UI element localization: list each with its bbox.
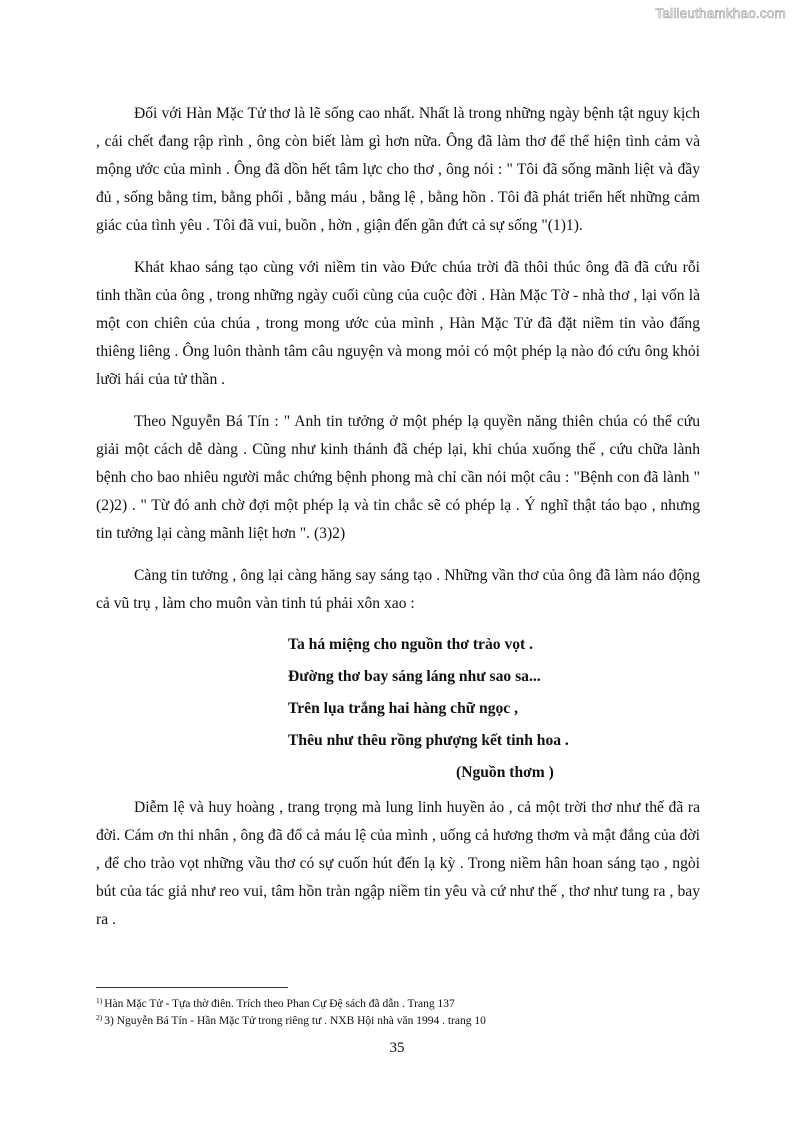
footnote-2 (96, 1011, 716, 1028)
page-number: 35 (389, 1040, 405, 1056)
paragraph-3: Theo Nguyễn Bá Tín : " Anh tin tưởng ở một phép lạ quyền năng thiên chúa có thể cứu giải một cách dễ dàng . Cũng như kinh thánh đã chép lại, khi chúa xuống thế , cứu chữa lành bệnh cho bao nhiêu người mắc chứng bệnh phong mà chỉ cần nói một câu : "Bệnh con đã lành " (2)2) . " Từ đó anh chờ đợi một phép lạ và tin chắc sẽ có phép lạ . Ý nghĩ thật táo bạo , nhưng tin tưởng lại càng mãnh liệt hơn ". (3)2) (96, 413, 700, 542)
poem-block (96, 632, 700, 794)
footnote-text: 3) Nguyễn Bá Tín - Hần Mặc Tử trong riêng tư . NXB Hội nhà văn 1994 . trang 10 (104, 1015, 486, 1027)
paragraph-1: Đối với Hàn Mặc Tử thơ là lẽ sống cao nhất. Nhất là trong những ngày bệnh tật nguy kịch , cái chết đang rập rình , ông còn biết làm gì hơn nữa. Ông đã làm thơ để thể hiện tình cảm và mộng ước của mình . Ông đã dồn hết tâm lực cho thơ , ông nói : " Tôi đã sống mãnh liệt và đầy đủ , sống bằng tim, bằng phổi , bằng máu , bằng lệ , bằng hồn . Tôi đã phát triển hết những cảm giác của tình yêu . Tôi đã vui, buồn , hờn , giận đến gần đứt cả sự sống "(1)1). (96, 105, 700, 234)
footnote-1 (96, 994, 716, 1011)
paragraph-2: Khát khao sáng tạo cùng với niềm tin vào Đức chúa trời đã thôi thúc ông đã đã cứu rỗi tinh thần của ông , trong những ngày cuối cùng của cuộc đời . Hàn Mặc Tờ - nhà thơ , lại vốn là một con chiên của chúa , trong mong ước của mình , Hàn Mặc Tử đã đặt niềm tin vào đấng thiêng liêng . Ông luôn thành tâm câu nguyện và mong mỏi có một phép lạ nào đó cứu ông khỏi lưỡi hái của tử thần . (96, 259, 700, 388)
footnote-marker: 1) (96, 996, 103, 1005)
footnote-divider (96, 987, 288, 988)
footnote-marker: 2) (96, 1013, 103, 1022)
poem-line-4: Thêu như thêu rồng phượng kết tinh hoa . (288, 732, 569, 749)
footnote-text: Hàn Mặc Tử - Tựa thờ điên. Trích theo Phan Cự Đệ sách đã dẫn . Trang 137 (104, 998, 455, 1010)
poem-line-2: Đường thơ bay sáng láng như sao sa... (288, 668, 541, 685)
document-body (96, 100, 700, 948)
closing-paragraph: Diễm lệ và huy hoàng , trang trọng mà lung linh huyền ảo , cả một trời thơ như thế đã ra đời. Cám ơn thi nhân , ông đã đổ cả máu lệ của mình , uống cả hương thơm và mật đắng của đời , để cho trào vọt những vầu thơ có sự cuốn hút đến lạ kỳ . Trong niềm hân hoan sáng tạo , ngòi bút của tác giả như reo vui, tâm hồn tràn ngập niềm tin yêu và cứ như thế , thơ như tung ra , bay ra . (96, 799, 700, 928)
footnotes (96, 994, 716, 1028)
poem-line-1: Ta há miệng cho nguồn thơ trào vọt . (288, 636, 534, 653)
watermark: Tailieuthamkhao.com (655, 6, 786, 21)
poem-source: (Nguồn thơm ) (456, 764, 554, 781)
poem-line-3: Trên lụa trắng hai hàng chữ ngọc , (288, 700, 519, 717)
paragraph-4: Càng tin tưởng , ông lại càng hăng say sáng tạo . Những vần thơ của ông đã làm náo động cả vũ trụ , làm cho muôn vàn tinh tú phải xôn xao : (96, 567, 700, 612)
